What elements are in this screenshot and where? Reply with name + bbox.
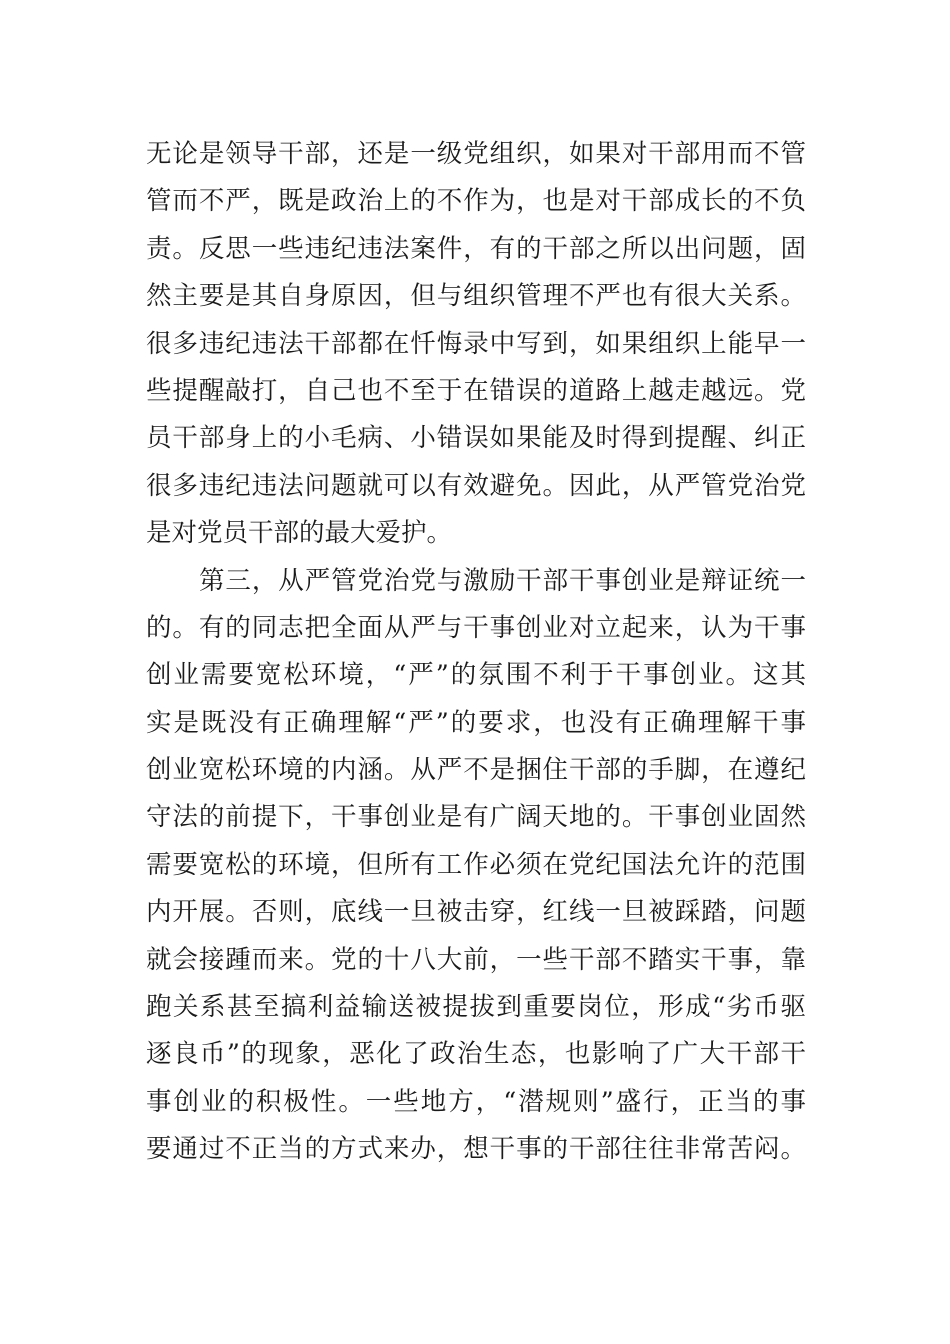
text-line: 然主要是其自身原因，但与组织管理不严也有很大关系。 [146,281,806,312]
text-line: 很多违纪违法问题就可以有效避免。因此，从严管党治党 [146,470,806,501]
text-line: 逐良币”的现象，恶化了政治生态，也影响了广大干部干 [146,1039,806,1070]
text-line: 管而不严，既是政治上的不作为，也是对干部成长的不负 [146,186,806,217]
body-text [146,131,806,1174]
text-line: 创业需要宽松环境，“严”的氛围不利于干事创业。这其 [146,660,806,691]
text-line: 实是既没有正确理解“严”的要求，也没有正确理解干事 [146,707,806,738]
text-line: 要通过不正当的方式来办，想干事的干部往往非常苦闷。 [146,1134,806,1165]
text-line: 事创业的积极性。一些地方，“潜规则”盛行，正当的事 [146,1086,806,1117]
text-line: 责。反思一些违纪违法案件，有的干部之所以出问题，固 [146,233,806,264]
text-line: 守法的前提下，干事创业是有广阔天地的。干事创业固然 [146,802,806,833]
text-line: 创业宽松环境的内涵。从严不是捆住干部的手脚，在遵纪 [146,755,806,786]
text-line: 员干部身上的小毛病、小错误如果能及时得到提醒、纠正 [146,423,806,454]
text-line: 很多违纪违法干部都在忏悔录中写到，如果组织上能早一 [146,328,806,359]
text-line: 些提醒敲打，自己也不至于在错误的道路上越走越远。党 [146,375,806,406]
text-line-paragraph-start: 第三，从严管党治党与激励干部干事创业是辩证统一 [199,565,806,596]
text-line: 就会接踵而来。党的十八大前，一些干部不踏实干事，靠 [146,944,806,975]
text-line: 跑关系甚至搞利益输送被提拔到重要岗位，形成“劣币驱 [146,992,806,1023]
text-line: 的。有的同志把全面从严与干事创业对立起来，认为干事 [146,612,806,643]
text-line-paragraph-end: 是对党员干部的最大爱护。 [146,518,453,549]
text-line: 无论是领导干部，还是一级党组织，如果对干部用而不管 [146,139,806,169]
text-line: 内开展。否则，底线一旦被击穿，红线一旦被踩踏，问题 [146,897,806,928]
text-line: 需要宽松的环境，但所有工作必须在党纪国法允许的范围 [146,849,806,880]
